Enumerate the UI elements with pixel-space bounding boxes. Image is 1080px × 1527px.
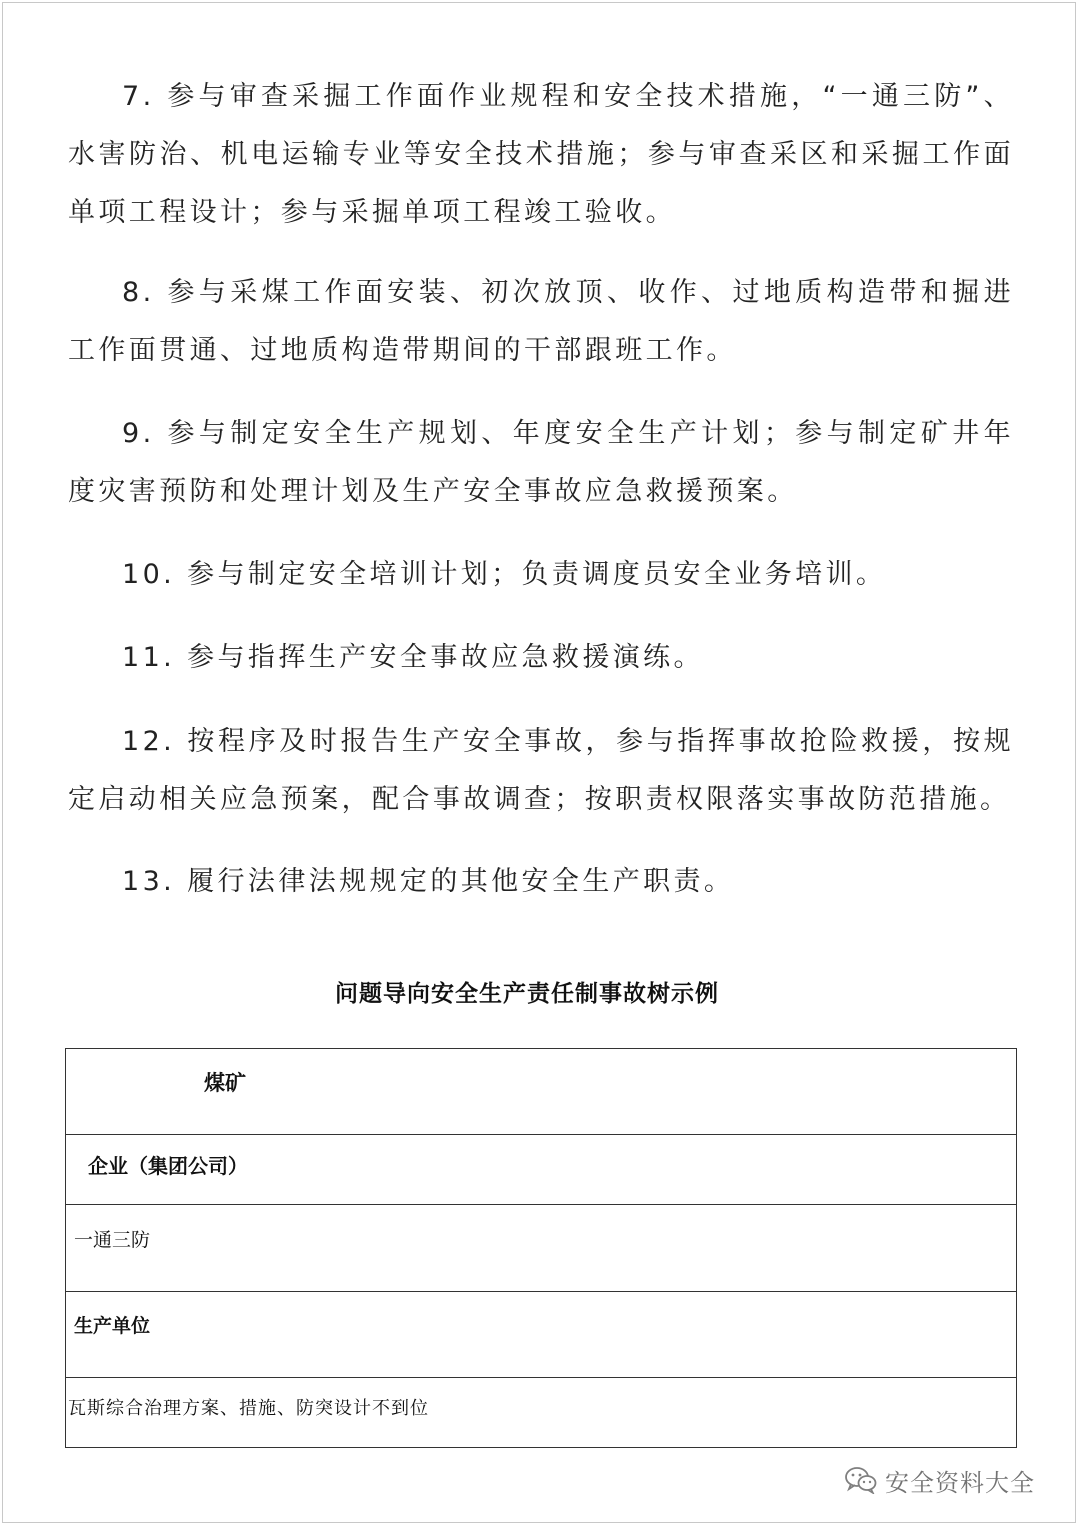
duty-item-7: 7. 参与审查采掘工作面作业规程和安全技术措施，“一通三防”、水害防治、机电运输专业等安全技术措施；参与审查采区和采掘工作面单项工程设计；参与采掘单项工程竣工验收。 <box>68 81 1014 228</box>
table-row <box>66 1205 1016 1292</box>
wechat-icon <box>845 1466 877 1494</box>
duty-item-11: 11. 参与指挥生产安全事故应急救援演练。 <box>122 642 704 673</box>
table-cell-gas-control: 瓦斯综合治理方案、措施、防突设计不到位 <box>68 1398 429 1419</box>
table-row <box>66 1049 1016 1135</box>
table-cell-ventilation: 一通三防 <box>74 1229 151 1251</box>
duty-item-9: 9. 参与制定安全生产规划、年度安全生产计划；参与制定矿井年度灾害预防和处理计划及生产安全事故应急救援预案。 <box>68 418 1014 507</box>
table-title: 问题导向安全生产责任制事故树示例 <box>335 980 719 1007</box>
table-row <box>66 1292 1016 1378</box>
watermark-text: 安全资料大全 <box>885 1468 1035 1497</box>
duty-item-13: 13. 履行法律法规规定的其他安全生产职责。 <box>122 866 735 897</box>
table-cell-production-unit: 生产单位 <box>74 1315 151 1337</box>
fault-tree-table <box>65 1048 1017 1448</box>
table-row <box>66 1378 1016 1447</box>
table-cell-coal-mine: 煤矿 <box>204 1070 246 1095</box>
duty-item-8: 8. 参与采煤工作面安装、初次放顶、收作、过地质构造带和掘进工作面贯通、过地质构造带期间的干部跟班工作。 <box>68 277 1014 366</box>
table-row <box>66 1135 1016 1205</box>
duty-item-10: 10. 参与制定安全培训计划；负责调度员安全业务培训。 <box>122 559 887 590</box>
watermark <box>845 1460 1035 1500</box>
duty-item-12: 12. 按程序及时报告生产安全事故，参与指挥事故抢险救援，按规定启动相关应急预案，配合事故调查；按职责权限落实事故防范措施。 <box>68 726 1014 815</box>
table-cell-enterprise: 企业（集团公司） <box>88 1154 248 1178</box>
